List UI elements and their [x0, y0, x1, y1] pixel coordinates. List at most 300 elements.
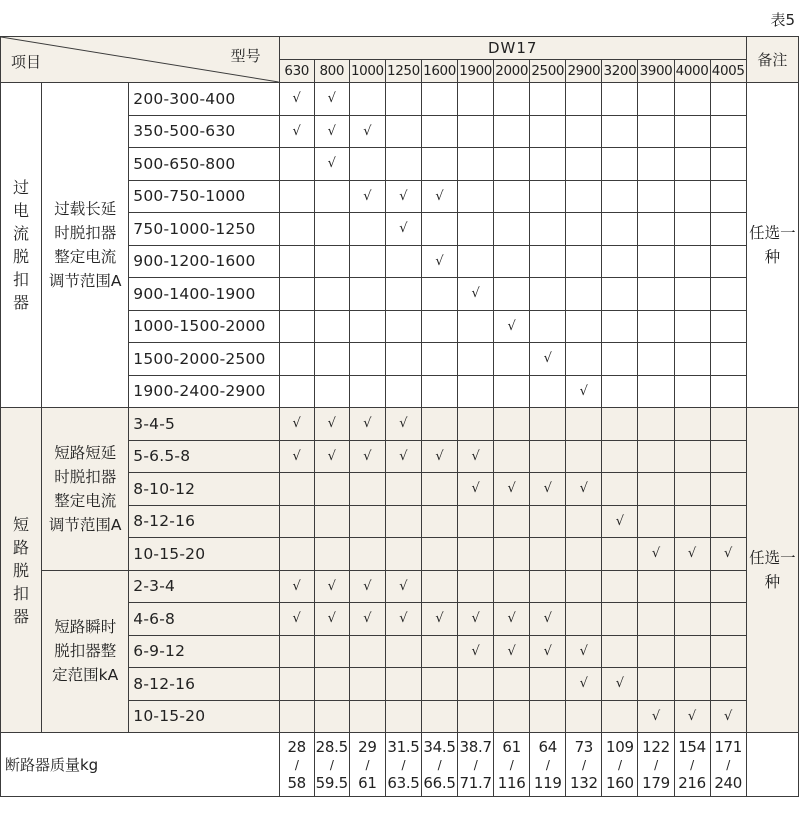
check-cell — [638, 213, 674, 246]
check-cell — [602, 473, 638, 506]
mass-separator: / — [294, 757, 299, 772]
check-cell — [314, 700, 349, 733]
check-cell — [638, 148, 674, 181]
check-cell — [385, 538, 421, 571]
check-cell — [385, 473, 421, 506]
check-cell — [421, 473, 457, 506]
check-cell: √ — [566, 473, 602, 506]
mass-top: 38.7 — [459, 737, 492, 756]
range-cell: 10-15-20 — [129, 538, 279, 571]
check-cell — [494, 115, 530, 148]
mass-cell — [674, 733, 710, 797]
mass-bottom: 58 — [287, 773, 306, 792]
check-cell — [385, 375, 421, 408]
check-cell — [566, 505, 602, 538]
series-header: DW17 — [279, 37, 746, 60]
range-cell: 10-15-20 — [129, 700, 279, 733]
mass-separator: / — [329, 757, 334, 772]
check-cell — [421, 148, 457, 181]
check-cell: √ — [314, 408, 349, 441]
check-cell — [710, 310, 746, 343]
check-cell: √ — [530, 343, 566, 376]
check-cell — [458, 505, 494, 538]
range-cell: 2-3-4 — [129, 570, 279, 603]
mass-cell — [314, 733, 349, 797]
check-cell — [602, 635, 638, 668]
check-cell: √ — [458, 603, 494, 636]
check-cell: √ — [458, 473, 494, 506]
mass-top: 29 — [358, 737, 377, 756]
range-cell: 900-1200-1600 — [129, 245, 279, 278]
check-cell — [710, 213, 746, 246]
check-cell — [566, 538, 602, 571]
mass-bottom: 240 — [714, 773, 743, 792]
mass-top: 171 — [714, 737, 743, 756]
check-cell — [602, 570, 638, 603]
check-cell — [638, 668, 674, 701]
check-cell — [314, 375, 349, 408]
check-cell — [279, 213, 314, 246]
check-cell — [566, 343, 602, 376]
check-cell — [530, 440, 566, 473]
check-cell — [279, 538, 314, 571]
check-cell — [674, 440, 710, 473]
overcurrent-category: 过 电 流 脱 扣 器 — [1, 83, 42, 408]
check-cell — [458, 148, 494, 181]
check-cell — [530, 375, 566, 408]
check-cell — [349, 375, 385, 408]
check-cell — [349, 245, 385, 278]
mass-separator: / — [690, 757, 694, 772]
mass-top: 73 — [574, 737, 594, 756]
check-cell — [279, 473, 314, 506]
note-cell-empty — [746, 733, 798, 797]
check-cell — [602, 603, 638, 636]
check-cell — [279, 148, 314, 181]
check-cell — [530, 245, 566, 278]
mass-cell — [385, 733, 421, 797]
check-cell — [385, 310, 421, 343]
mass-separator: / — [365, 757, 370, 772]
check-cell — [421, 538, 457, 571]
check-cell — [494, 148, 530, 181]
mass-bottom: 116 — [497, 773, 526, 792]
check-cell — [314, 310, 349, 343]
capacity-header: 1000 — [349, 60, 385, 83]
check-cell: √ — [674, 700, 710, 733]
check-cell: √ — [349, 408, 385, 441]
check-cell: √ — [349, 603, 385, 636]
check-cell — [638, 83, 674, 116]
check-cell: √ — [638, 700, 674, 733]
check-cell — [710, 440, 746, 473]
check-cell: √ — [385, 408, 421, 441]
check-cell — [602, 343, 638, 376]
check-cell — [602, 700, 638, 733]
check-cell — [385, 115, 421, 148]
check-cell — [710, 83, 746, 116]
check-cell — [458, 570, 494, 603]
check-cell — [458, 343, 494, 376]
check-cell — [638, 375, 674, 408]
capacity-header: 1250 — [385, 60, 421, 83]
check-cell: √ — [314, 83, 349, 116]
check-cell — [421, 668, 457, 701]
check-cell: √ — [421, 180, 457, 213]
mass-bottom: 179 — [642, 773, 670, 792]
check-cell — [710, 375, 746, 408]
check-cell: √ — [279, 440, 314, 473]
check-cell — [710, 180, 746, 213]
check-cell — [710, 505, 746, 538]
check-cell: √ — [566, 668, 602, 701]
mass-bottom: 216 — [678, 773, 706, 792]
check-cell — [349, 278, 385, 311]
capacity-header: 1600 — [421, 60, 457, 83]
check-cell — [638, 440, 674, 473]
check-cell — [710, 343, 746, 376]
mass-bottom: 66.5 — [423, 773, 456, 792]
check-cell — [385, 245, 421, 278]
check-cell — [710, 408, 746, 441]
check-cell — [602, 115, 638, 148]
capacity-header: 1900 — [458, 60, 494, 83]
check-cell — [602, 245, 638, 278]
check-cell — [530, 213, 566, 246]
check-cell — [674, 375, 710, 408]
check-cell — [566, 603, 602, 636]
check-cell — [602, 83, 638, 116]
mass-cell — [566, 733, 602, 797]
mass-top: 122 — [642, 737, 670, 756]
check-cell — [602, 148, 638, 181]
range-cell: 8-12-16 — [129, 505, 279, 538]
check-cell — [710, 473, 746, 506]
range-cell: 4-6-8 — [129, 603, 279, 636]
item-label: 项目 — [11, 53, 42, 71]
check-cell — [674, 115, 710, 148]
mass-bottom: 63.5 — [387, 773, 420, 792]
check-cell: √ — [494, 635, 530, 668]
overload-group-label: 过载长延时脱扣器整定电流调节范围A — [42, 83, 129, 408]
check-cell — [421, 700, 457, 733]
check-cell — [349, 635, 385, 668]
check-cell — [458, 310, 494, 343]
check-cell: √ — [314, 570, 349, 603]
check-cell — [494, 570, 530, 603]
check-cell — [314, 245, 349, 278]
check-cell — [385, 668, 421, 701]
check-cell — [638, 115, 674, 148]
check-cell: √ — [710, 700, 746, 733]
mass-separator: / — [473, 757, 478, 772]
mass-top: 109 — [606, 737, 634, 756]
check-cell — [710, 245, 746, 278]
check-cell — [530, 538, 566, 571]
check-cell — [349, 700, 385, 733]
check-cell — [602, 375, 638, 408]
check-cell: √ — [385, 603, 421, 636]
check-cell: √ — [421, 245, 457, 278]
check-cell — [710, 148, 746, 181]
range-cell: 1500-2000-2500 — [129, 343, 279, 376]
check-cell — [638, 635, 674, 668]
check-cell — [458, 375, 494, 408]
check-cell: √ — [385, 213, 421, 246]
check-cell — [385, 505, 421, 538]
check-cell — [458, 83, 494, 116]
check-cell: √ — [314, 603, 349, 636]
check-cell: √ — [602, 505, 638, 538]
check-cell — [494, 180, 530, 213]
check-cell — [314, 635, 349, 668]
check-cell — [638, 505, 674, 538]
check-cell — [314, 180, 349, 213]
check-cell: √ — [314, 115, 349, 148]
check-cell — [279, 375, 314, 408]
check-cell — [349, 473, 385, 506]
check-cell — [494, 343, 530, 376]
check-cell: √ — [530, 603, 566, 636]
mass-separator: / — [401, 757, 406, 772]
check-cell — [494, 375, 530, 408]
dw17-spec-table — [0, 36, 799, 797]
check-cell — [530, 180, 566, 213]
check-cell — [674, 148, 710, 181]
check-cell: √ — [494, 310, 530, 343]
check-cell — [602, 310, 638, 343]
check-cell — [530, 278, 566, 311]
check-cell — [494, 700, 530, 733]
check-cell — [566, 310, 602, 343]
capacity-header: 2000 — [494, 60, 530, 83]
mass-top: 34.5 — [423, 737, 456, 756]
check-cell — [674, 635, 710, 668]
check-cell — [710, 668, 746, 701]
range-cell: 1000-1500-2000 — [129, 310, 279, 343]
mass-bottom: 160 — [606, 773, 634, 792]
check-cell: √ — [566, 375, 602, 408]
range-cell: 500-650-800 — [129, 148, 279, 181]
check-cell — [349, 148, 385, 181]
check-cell — [421, 505, 457, 538]
check-cell — [674, 505, 710, 538]
check-cell — [710, 603, 746, 636]
check-cell — [638, 408, 674, 441]
note-cell: 任选一种 — [746, 83, 798, 408]
check-cell — [314, 668, 349, 701]
check-cell: √ — [458, 278, 494, 311]
mass-cell — [279, 733, 314, 797]
check-cell — [638, 180, 674, 213]
check-cell — [349, 343, 385, 376]
instant-group-label: 短路瞬时脱扣器整定范围kA — [42, 570, 129, 733]
check-cell — [674, 83, 710, 116]
mass-cell — [638, 733, 674, 797]
check-cell — [566, 213, 602, 246]
note-cell: 任选一种 — [746, 408, 798, 733]
check-cell: √ — [494, 473, 530, 506]
capacity-header: 3200 — [602, 60, 638, 83]
check-cell — [314, 505, 349, 538]
check-cell — [674, 278, 710, 311]
range-cell: 500-750-1000 — [129, 180, 279, 213]
mass-top: 31.5 — [387, 737, 420, 756]
check-cell — [602, 278, 638, 311]
mass-bottom: 59.5 — [315, 773, 348, 792]
check-cell — [530, 570, 566, 603]
check-cell — [674, 473, 710, 506]
check-cell — [566, 570, 602, 603]
check-cell: √ — [314, 440, 349, 473]
check-cell: √ — [385, 440, 421, 473]
check-cell — [279, 180, 314, 213]
check-cell — [530, 115, 566, 148]
check-cell — [279, 245, 314, 278]
capacity-header: 2900 — [566, 60, 602, 83]
check-cell: √ — [530, 635, 566, 668]
check-cell: √ — [385, 180, 421, 213]
capacity-header: 630 — [279, 60, 314, 83]
check-cell — [530, 408, 566, 441]
mass-bottom: 119 — [533, 773, 562, 792]
check-cell — [421, 213, 457, 246]
check-cell — [674, 310, 710, 343]
check-cell: √ — [530, 473, 566, 506]
check-cell — [674, 408, 710, 441]
check-cell — [385, 635, 421, 668]
check-cell — [458, 668, 494, 701]
check-cell — [458, 213, 494, 246]
mass-top: 28 — [287, 737, 306, 756]
check-cell — [638, 603, 674, 636]
range-cell: 750-1000-1250 — [129, 213, 279, 246]
check-cell — [458, 115, 494, 148]
check-cell — [421, 375, 457, 408]
check-cell — [494, 408, 530, 441]
mass-separator: / — [581, 757, 586, 772]
mass-bottom: 71.7 — [459, 773, 492, 792]
check-cell — [349, 83, 385, 116]
mass-top: 61 — [502, 737, 521, 756]
check-cell — [314, 343, 349, 376]
capacity-header: 3900 — [638, 60, 674, 83]
check-cell: √ — [349, 115, 385, 148]
check-cell — [674, 570, 710, 603]
check-cell: √ — [385, 570, 421, 603]
check-cell — [385, 700, 421, 733]
mass-cell — [530, 733, 566, 797]
check-cell — [566, 115, 602, 148]
check-cell — [279, 278, 314, 311]
check-cell — [349, 505, 385, 538]
range-cell: 200-300-400 — [129, 83, 279, 116]
mass-separator: / — [545, 757, 550, 772]
check-cell — [421, 570, 457, 603]
check-cell — [279, 505, 314, 538]
check-cell — [458, 700, 494, 733]
check-cell: √ — [279, 115, 314, 148]
check-cell — [638, 570, 674, 603]
mass-separator: / — [437, 757, 442, 772]
check-cell — [602, 538, 638, 571]
check-cell — [566, 83, 602, 116]
check-cell — [494, 213, 530, 246]
shortcircuit-category: 短 路 脱 扣 器 — [1, 408, 42, 733]
check-cell — [349, 668, 385, 701]
check-cell — [314, 538, 349, 571]
check-cell: √ — [674, 538, 710, 571]
mass-cell — [349, 733, 385, 797]
range-cell: 8-10-12 — [129, 473, 279, 506]
capacity-header: 800 — [314, 60, 349, 83]
check-cell — [566, 148, 602, 181]
check-cell — [566, 440, 602, 473]
check-cell — [674, 603, 710, 636]
check-cell: √ — [279, 83, 314, 116]
check-cell — [458, 408, 494, 441]
check-cell — [710, 635, 746, 668]
check-cell — [710, 278, 746, 311]
check-cell: √ — [458, 635, 494, 668]
check-cell — [710, 115, 746, 148]
check-cell — [421, 310, 457, 343]
check-cell — [385, 83, 421, 116]
check-cell — [494, 538, 530, 571]
check-cell: √ — [349, 440, 385, 473]
check-cell — [494, 245, 530, 278]
mass-separator: / — [509, 757, 514, 772]
check-cell — [458, 538, 494, 571]
mass-separator: / — [618, 757, 622, 772]
check-cell — [530, 310, 566, 343]
mass-top: 28.5 — [315, 737, 348, 756]
range-cell: 3-4-5 — [129, 408, 279, 441]
check-cell — [279, 635, 314, 668]
check-cell — [421, 408, 457, 441]
capacity-header: 4000 — [674, 60, 710, 83]
range-cell: 6-9-12 — [129, 635, 279, 668]
check-cell: √ — [494, 603, 530, 636]
check-cell — [385, 343, 421, 376]
check-cell — [602, 180, 638, 213]
check-cell — [349, 538, 385, 571]
range-cell: 1900-2400-2900 — [129, 375, 279, 408]
check-cell — [421, 343, 457, 376]
mass-cell — [458, 733, 494, 797]
check-cell — [566, 700, 602, 733]
check-cell — [530, 700, 566, 733]
check-cell — [530, 148, 566, 181]
check-cell — [674, 343, 710, 376]
check-cell: √ — [279, 408, 314, 441]
check-cell: √ — [566, 635, 602, 668]
check-cell — [458, 180, 494, 213]
check-cell: √ — [458, 440, 494, 473]
check-cell: √ — [349, 570, 385, 603]
mass-cell — [494, 733, 530, 797]
range-cell: 5-6.5-8 — [129, 440, 279, 473]
check-cell — [494, 668, 530, 701]
check-cell: √ — [421, 440, 457, 473]
check-cell — [421, 115, 457, 148]
check-cell — [566, 408, 602, 441]
check-cell — [602, 440, 638, 473]
check-cell — [279, 310, 314, 343]
check-cell — [349, 310, 385, 343]
mass-cell — [421, 733, 457, 797]
check-cell — [530, 505, 566, 538]
